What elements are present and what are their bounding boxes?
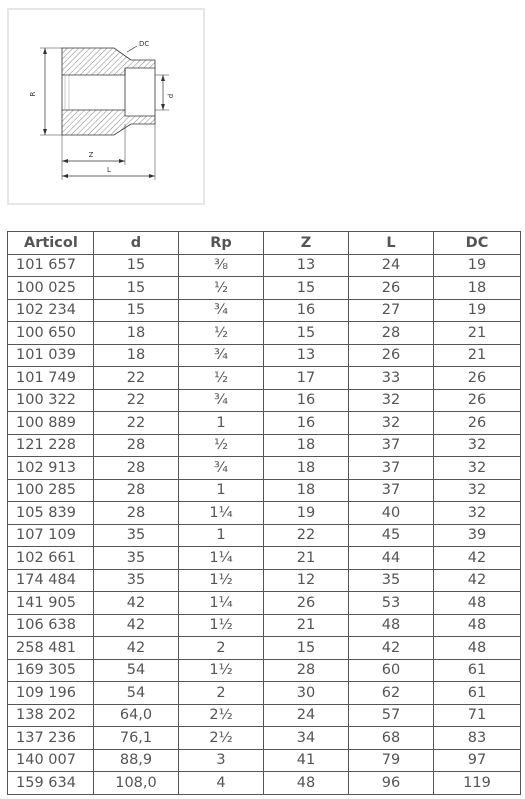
cell-z: 19	[264, 502, 349, 525]
cell-rp: ½	[179, 434, 264, 457]
cell-dc: 83	[434, 727, 521, 750]
cell-rp: 1¼	[179, 547, 264, 570]
cell-articol: 106 638	[8, 614, 94, 637]
cell-articol: 102 661	[8, 547, 94, 570]
cell-dc: 48	[434, 614, 521, 637]
cell-l: 40	[349, 502, 434, 525]
cell-d: 42	[94, 637, 179, 660]
cell-dc: 97	[434, 749, 521, 772]
cell-d: 22	[94, 367, 179, 390]
cell-d: 42	[94, 592, 179, 615]
cell-rp: 2	[179, 682, 264, 705]
cell-dc: 42	[434, 569, 521, 592]
cell-articol: 100 285	[8, 479, 94, 502]
cell-rp: 1½	[179, 569, 264, 592]
table-row	[8, 614, 521, 637]
cell-l: 24	[349, 254, 434, 277]
column-header-articol: Articol	[8, 232, 94, 255]
cell-dc: 32	[434, 502, 521, 525]
cell-z: 41	[264, 749, 349, 772]
cell-d: 35	[94, 547, 179, 570]
column-header-l: L	[349, 232, 434, 255]
table-row	[8, 254, 521, 277]
table-row	[8, 704, 521, 727]
cell-l: 37	[349, 479, 434, 502]
product-specification-table	[7, 231, 521, 795]
cell-z: 34	[264, 727, 349, 750]
table-header	[8, 232, 521, 255]
cell-l: 62	[349, 682, 434, 705]
cell-dc: 32	[434, 457, 521, 480]
fitting-top-wall	[62, 48, 155, 75]
cell-dc: 19	[434, 254, 521, 277]
cell-l: 32	[349, 389, 434, 412]
cell-articol: 140 007	[8, 749, 94, 772]
cell-z: 21	[264, 614, 349, 637]
cell-articol: 101 657	[8, 254, 94, 277]
cell-dc: 32	[434, 434, 521, 457]
column-header-d: d	[94, 232, 179, 255]
column-header-z: Z	[264, 232, 349, 255]
cell-l: 26	[349, 277, 434, 300]
cell-dc: 32	[434, 479, 521, 502]
cell-rp: 1½	[179, 659, 264, 682]
cell-dc: 48	[434, 637, 521, 660]
cell-dc: 21	[434, 322, 521, 345]
cell-rp: 2	[179, 637, 264, 660]
cell-l: 48	[349, 614, 434, 637]
cell-l: 33	[349, 367, 434, 390]
technical-drawing-frame	[7, 8, 205, 205]
cell-l: 26	[349, 344, 434, 367]
cell-d: 42	[94, 614, 179, 637]
cell-d: 35	[94, 569, 179, 592]
cell-l: 32	[349, 412, 434, 435]
cell-d: 15	[94, 277, 179, 300]
cell-rp: 1	[179, 479, 264, 502]
cell-l: 53	[349, 592, 434, 615]
cell-d: 88,9	[94, 749, 179, 772]
cell-articol: 101 749	[8, 367, 94, 390]
d-dimension-label: d	[167, 93, 175, 99]
cell-dc: 71	[434, 704, 521, 727]
cell-rp: 1¼	[179, 592, 264, 615]
cell-l: 60	[349, 659, 434, 682]
cell-d: 28	[94, 434, 179, 457]
table-row	[8, 547, 521, 570]
cell-z: 13	[264, 254, 349, 277]
table-row	[8, 524, 521, 547]
dc-dimension-label: DC	[139, 40, 150, 48]
cell-articol: 138 202	[8, 704, 94, 727]
cell-articol: 159 634	[8, 772, 94, 795]
table-row	[8, 322, 521, 345]
cell-articol: 102 913	[8, 457, 94, 480]
cell-articol: 137 236	[8, 727, 94, 750]
cell-z: 15	[264, 277, 349, 300]
cell-d: 28	[94, 502, 179, 525]
cell-l: 96	[349, 772, 434, 795]
cell-l: 37	[349, 434, 434, 457]
cell-articol: 107 109	[8, 524, 94, 547]
cell-dc: 21	[434, 344, 521, 367]
table-row	[8, 502, 521, 525]
cell-l: 28	[349, 322, 434, 345]
cell-dc: 61	[434, 682, 521, 705]
cell-z: 21	[264, 547, 349, 570]
cell-d: 22	[94, 389, 179, 412]
cell-rp: 2½	[179, 704, 264, 727]
cell-l: 37	[349, 457, 434, 480]
cell-z: 28	[264, 659, 349, 682]
cell-z: 18	[264, 457, 349, 480]
cell-rp: ¾	[179, 389, 264, 412]
table-row	[8, 772, 521, 795]
cell-d: 64,0	[94, 704, 179, 727]
cell-articol: 102 234	[8, 299, 94, 322]
cell-articol: 121 228	[8, 434, 94, 457]
cell-rp: 1½	[179, 614, 264, 637]
cell-dc: 39	[434, 524, 521, 547]
z-dimension-label: Z	[88, 151, 94, 159]
cell-dc: 26	[434, 367, 521, 390]
cell-articol: 100 650	[8, 322, 94, 345]
cell-l: 68	[349, 727, 434, 750]
cell-rp: 4	[179, 772, 264, 795]
cell-rp: ½	[179, 277, 264, 300]
cell-d: 28	[94, 457, 179, 480]
cell-z: 17	[264, 367, 349, 390]
cell-z: 24	[264, 704, 349, 727]
column-header-rp: Rp	[179, 232, 264, 255]
cell-rp: 2½	[179, 727, 264, 750]
cell-articol: 169 305	[8, 659, 94, 682]
cell-dc: 48	[434, 592, 521, 615]
cell-z: 13	[264, 344, 349, 367]
table-row	[8, 434, 521, 457]
table-row	[8, 682, 521, 705]
cell-rp: ½	[179, 367, 264, 390]
cell-dc: 119	[434, 772, 521, 795]
table-row	[8, 389, 521, 412]
cell-rp: ¾	[179, 344, 264, 367]
cell-d: 28	[94, 479, 179, 502]
cell-articol: 141 905	[8, 592, 94, 615]
cell-d: 18	[94, 322, 179, 345]
table-body	[8, 254, 521, 794]
cell-z: 15	[264, 322, 349, 345]
table-row	[8, 479, 521, 502]
table-row	[8, 299, 521, 322]
cell-z: 15	[264, 637, 349, 660]
cell-l: 35	[349, 569, 434, 592]
cell-z: 22	[264, 524, 349, 547]
cell-rp: ⅜	[179, 254, 264, 277]
dc-leader-line	[127, 46, 137, 52]
table-row	[8, 659, 521, 682]
column-header-dc: DC	[434, 232, 521, 255]
cell-dc: 61	[434, 659, 521, 682]
cell-d: 15	[94, 254, 179, 277]
table-header-row	[8, 232, 521, 255]
table-row	[8, 637, 521, 660]
cell-rp: 1¼	[179, 502, 264, 525]
cell-rp: 3	[179, 749, 264, 772]
cell-l: 45	[349, 524, 434, 547]
table-row	[8, 367, 521, 390]
cell-rp: ½	[179, 322, 264, 345]
cell-d: 108,0	[94, 772, 179, 795]
cell-rp: ¾	[179, 457, 264, 480]
cell-z: 16	[264, 412, 349, 435]
cell-dc: 26	[434, 412, 521, 435]
cell-d: 18	[94, 344, 179, 367]
cell-l: 27	[349, 299, 434, 322]
table-row	[8, 344, 521, 367]
fitting-bottom-wall	[62, 110, 155, 135]
cell-z: 48	[264, 772, 349, 795]
cell-rp: 1	[179, 412, 264, 435]
cell-l: 57	[349, 704, 434, 727]
table-row	[8, 569, 521, 592]
cell-l: 79	[349, 749, 434, 772]
l-dimension-label: L	[107, 166, 111, 174]
cell-articol: 100 889	[8, 412, 94, 435]
cell-d: 22	[94, 412, 179, 435]
table-row	[8, 412, 521, 435]
cell-z: 18	[264, 434, 349, 457]
cell-articol: 105 839	[8, 502, 94, 525]
table-row	[8, 457, 521, 480]
cell-z: 16	[264, 299, 349, 322]
cell-articol: 258 481	[8, 637, 94, 660]
cell-articol: 101 039	[8, 344, 94, 367]
table-row	[8, 277, 521, 300]
r-dimension-label: R	[29, 91, 37, 97]
cell-d: 15	[94, 299, 179, 322]
cell-articol: 174 484	[8, 569, 94, 592]
cell-rp: ¾	[179, 299, 264, 322]
cell-rp: 1	[179, 524, 264, 547]
cell-dc: 19	[434, 299, 521, 322]
cell-dc: 18	[434, 277, 521, 300]
fitting-cross-section-drawing	[9, 10, 203, 203]
table-row	[8, 727, 521, 750]
cell-d: 76,1	[94, 727, 179, 750]
cell-articol: 109 196	[8, 682, 94, 705]
cell-z: 30	[264, 682, 349, 705]
cell-dc: 42	[434, 547, 521, 570]
cell-d: 35	[94, 524, 179, 547]
table-row	[8, 749, 521, 772]
cell-z: 16	[264, 389, 349, 412]
cell-z: 12	[264, 569, 349, 592]
cell-articol: 100 025	[8, 277, 94, 300]
table-row	[8, 592, 521, 615]
cell-z: 26	[264, 592, 349, 615]
cell-z: 18	[264, 479, 349, 502]
cell-d: 54	[94, 682, 179, 705]
cell-dc: 26	[434, 389, 521, 412]
cell-d: 54	[94, 659, 179, 682]
cell-l: 44	[349, 547, 434, 570]
cell-articol: 100 322	[8, 389, 94, 412]
cell-l: 42	[349, 637, 434, 660]
